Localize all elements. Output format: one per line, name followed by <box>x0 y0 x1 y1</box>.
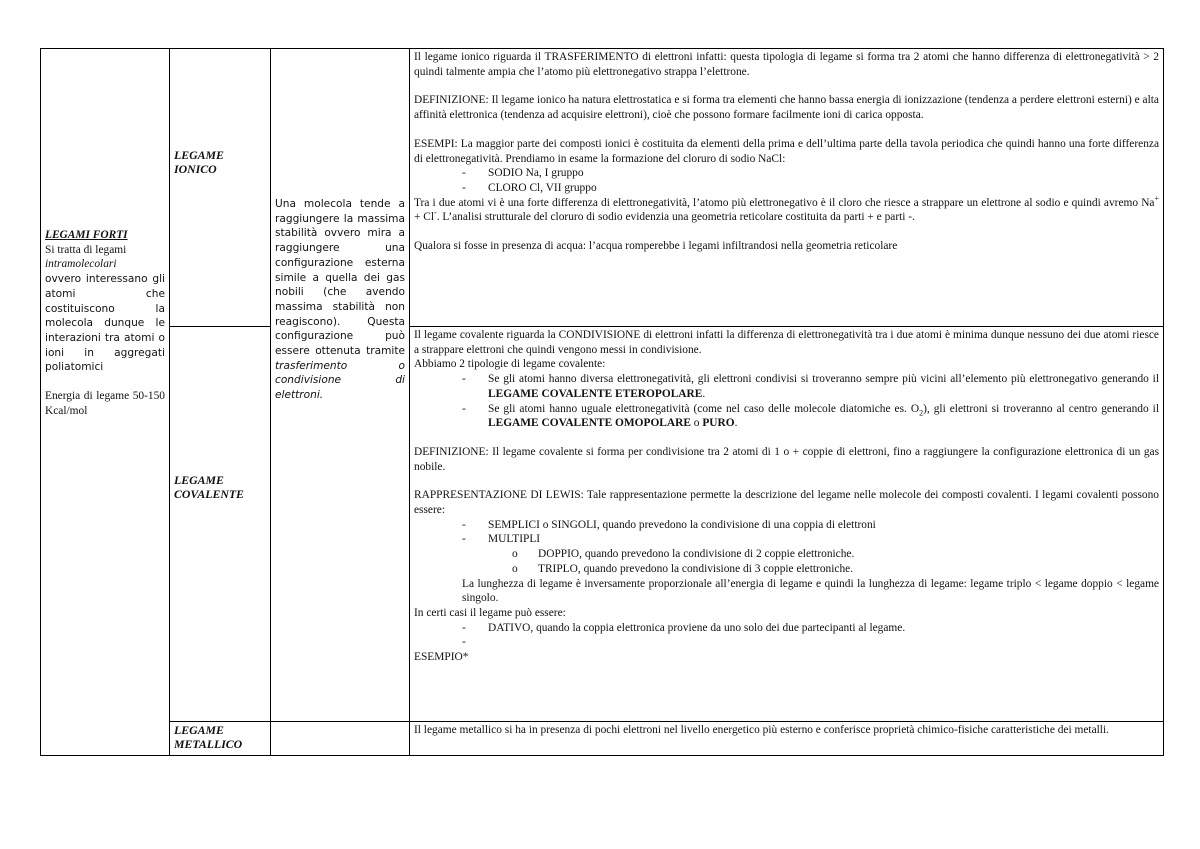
metallico-empty-cell <box>271 722 410 756</box>
ionico-name-cell <box>170 49 271 327</box>
multipli-doppio: o DOPPIO, quando prevedono la condivisione di 2 coppie elettroniche. <box>512 547 1159 562</box>
eteropolare-term: LEGAME COVALENTE ETEROPOLARE <box>488 387 703 400</box>
ionico-analisi <box>414 193 1159 225</box>
covalente-intro: Il legame covalente riguarda la CONDIVISIONE di elettroni infatti la differenza di elettronegatività tra i due atomi è minima dunque nessuno dei due atomi riesce a strappare elettroni che quindi vengono messi in condivisione. <box>414 329 1159 356</box>
row-ionico <box>41 49 1164 327</box>
covalente-lewis: RAPPRESENTAZIONE DI LEWIS: Tale rappresentazione permette la descrizione del legame nelle molecole dei composti covalenti. I legami covalenti possono essere: <box>414 489 1159 517</box>
eteropolare-text: Se gli atomi hanno diversa elettronegatività, gli elettroni condivisi si troveranno sempre più vicini all’elemento più elettronegativo generando il <box>488 373 1159 386</box>
ionico-acqua: Qualora si fosse in presenza di acqua: l’acqua romperebbe i legami infiltrandosi nella geometria reticolare <box>414 240 898 253</box>
ionico-bullet-list <box>414 166 1159 195</box>
certi-casi-list <box>414 621 1159 650</box>
ionico-esempi: ESEMPI: La maggior parte dei composti ionici è costituita da elementi della prima e dell’ultima parte della tavola periodica che quindi hanno una forte differenza di elettronegatività. Prendiamo in esame la formazione del cloruro di sodio NaCl: <box>414 137 1159 165</box>
omopolare-or: o <box>690 417 703 430</box>
cl-charge: - <box>434 208 437 218</box>
ionico-analisi-c: . L’analisi strutturale del cloruro di sodio evidenzia una geometria reticolare costituita da parti + e parti -. <box>436 211 915 224</box>
legami-forti-description: ovvero interessano gli atomi che costituiscono la molecola dunque le interazioni tra atomi o ioni in aggregati poliatomici <box>45 273 165 374</box>
legami-forti-title: LEGAMI FORTI <box>45 229 128 241</box>
puro-term: PURO <box>702 417 735 430</box>
notes-table <box>40 48 1164 756</box>
ionico-bullet-sodio: - SODIO Na, I gruppo <box>462 166 1159 181</box>
omopolare-text-a: Se gli atomi hanno uguale elettronegatività (come nel caso delle molecole diatomiche es. O <box>488 402 920 415</box>
metallico-text: Il legame metallico si ha in presenza di pochi elettroni nel livello energetico più esterno e conferisce proprietà chimico-fisiche caratteristiche dei metalli. <box>414 724 1109 736</box>
o2-subscript: 2 <box>919 407 924 417</box>
row-metallico <box>41 722 1164 756</box>
lewis-multipli: - MULTIPLI <box>462 532 1159 547</box>
omopolare-text-b: ), gli elettroni si troveranno al centro generando il <box>923 402 1159 415</box>
metallico-name-line2: METALLICO <box>174 737 243 751</box>
intramolecolari-term: intramolecolari <box>45 258 117 271</box>
metallico-name-line1: LEGAME <box>174 723 224 737</box>
covalente-name-cell <box>170 327 271 722</box>
covalente-definizione: DEFINIZIONE: Il legame covalente si forma per condivisione tra 2 atomi di 1 o + coppie di elettroni, fino a raggiungere la configurazione elettronica di un gas nobile. <box>414 445 1159 473</box>
legami-forti-cell <box>41 49 170 756</box>
lewis-semplici: - SEMPLICI o SINGOLI, quando prevedono la condivisione di una coppia di elettroni <box>462 518 1159 533</box>
multipli-list <box>414 547 1159 576</box>
certi-casi-empty <box>462 635 1159 650</box>
omopolare-term: LEGAME COVALENTE OMOPOLARE <box>488 417 691 430</box>
stabilita-cell <box>271 49 410 722</box>
covalente-bullet-omopolare: - Se gli atomi hanno uguale elettronegatività (come nel caso delle molecole diatomiche es. $O_2$), gli elettroni si troveranno al centro generando il LEGAME COVALENTE OMOPOLARE o PURO. <box>462 402 1159 431</box>
ionico-name-line2: IONICO <box>174 162 217 176</box>
covalente-certi-casi: In certi casi il legame può essere: <box>414 606 566 619</box>
covalente-bullet-eteropolare: - Se gli atomi hanno diversa elettronegatività, gli elettroni condivisi si troveranno sempre più vicini all’elemento più elettronegativo generando il LEGAME COVALENTE ETEROPOLARE. <box>462 372 1159 401</box>
stabilita-text: Una molecola tende a raggiungere la massima stabilità ovvero mira a raggiungere una configurazione esterna simile a quella dei gas nobili (che avendo massima stabilità non reagiscono). Questa configurazione può essere ottenuta tramite <box>275 198 405 358</box>
row-covalente <box>41 327 1164 722</box>
ionico-analisi-b: + Cl <box>414 211 435 224</box>
ionico-content-cell <box>410 49 1164 327</box>
covalente-tipologie-list <box>414 372 1159 431</box>
covalente-name-line1: LEGAME <box>174 473 224 487</box>
energia-legame: Energia di legame 50-150 Kcal/mol <box>45 390 165 417</box>
covalente-content-cell <box>410 327 1164 722</box>
covalente-lunghezza: La lunghezza di legame è inversamente proporzionale all’energia di legame e quindi la lunghezza di legame: legame triplo < legame doppio < legame singolo. <box>462 577 1159 605</box>
metallico-content-cell <box>410 722 1164 756</box>
lewis-list <box>414 518 1159 547</box>
ionico-intro: Il legame ionico riguarda il TRASFERIMENTO di elettroni infatti: questa tipologia di legame si forma tra 2 atomi che hanno differenza di elettronegatività > 2 quindi talmente ampia che l’atomo più elettronegativo strappa l’elettrone. <box>414 51 1159 78</box>
stabilita-italic: trasferimento o condivisione di elettroni. <box>275 359 405 402</box>
ionico-analisi-a: Tra i due atomi vi è una forte differenza di elettronegatività, l’atomo più elettronegativo è il cloro che riesce a strappare un elettrone al sodio e quindi avremo Na <box>414 196 1155 209</box>
legami-forti-line1: Si tratta di legami <box>45 243 127 256</box>
certi-casi-dativo: - DATIVO, quando la coppia elettronica proviene da uno solo dei due partecipanti al legame. <box>462 621 1159 636</box>
metallico-name-cell <box>170 722 271 756</box>
covalente-esempio: ESEMPIO* <box>414 651 469 664</box>
multipli-triplo: o TRIPLO, quando prevedono la condivisione di 3 coppie elettroniche. <box>512 562 1159 577</box>
ionico-name-line1: LEGAME <box>174 148 224 162</box>
ionico-definizione: DEFINIZIONE: Il legame ionico ha natura elettrostatica e si forma tra elementi che hanno bassa energia di ionizzazione (tendenza a perdere elettroni esterni) e alta affinità elettronica (tendenza ad acquisire elettroni), cioè che possono formare facilmente ioni di carica opposta. <box>414 94 1159 122</box>
ionico-bullet-cloro: - CLORO Cl, VII gruppo <box>462 181 1159 196</box>
covalente-name-line2: COVALENTE <box>174 487 244 501</box>
na-charge: + <box>1154 193 1159 203</box>
covalente-tipologie: Abbiamo 2 tipologie di legame covalente: <box>414 358 606 371</box>
